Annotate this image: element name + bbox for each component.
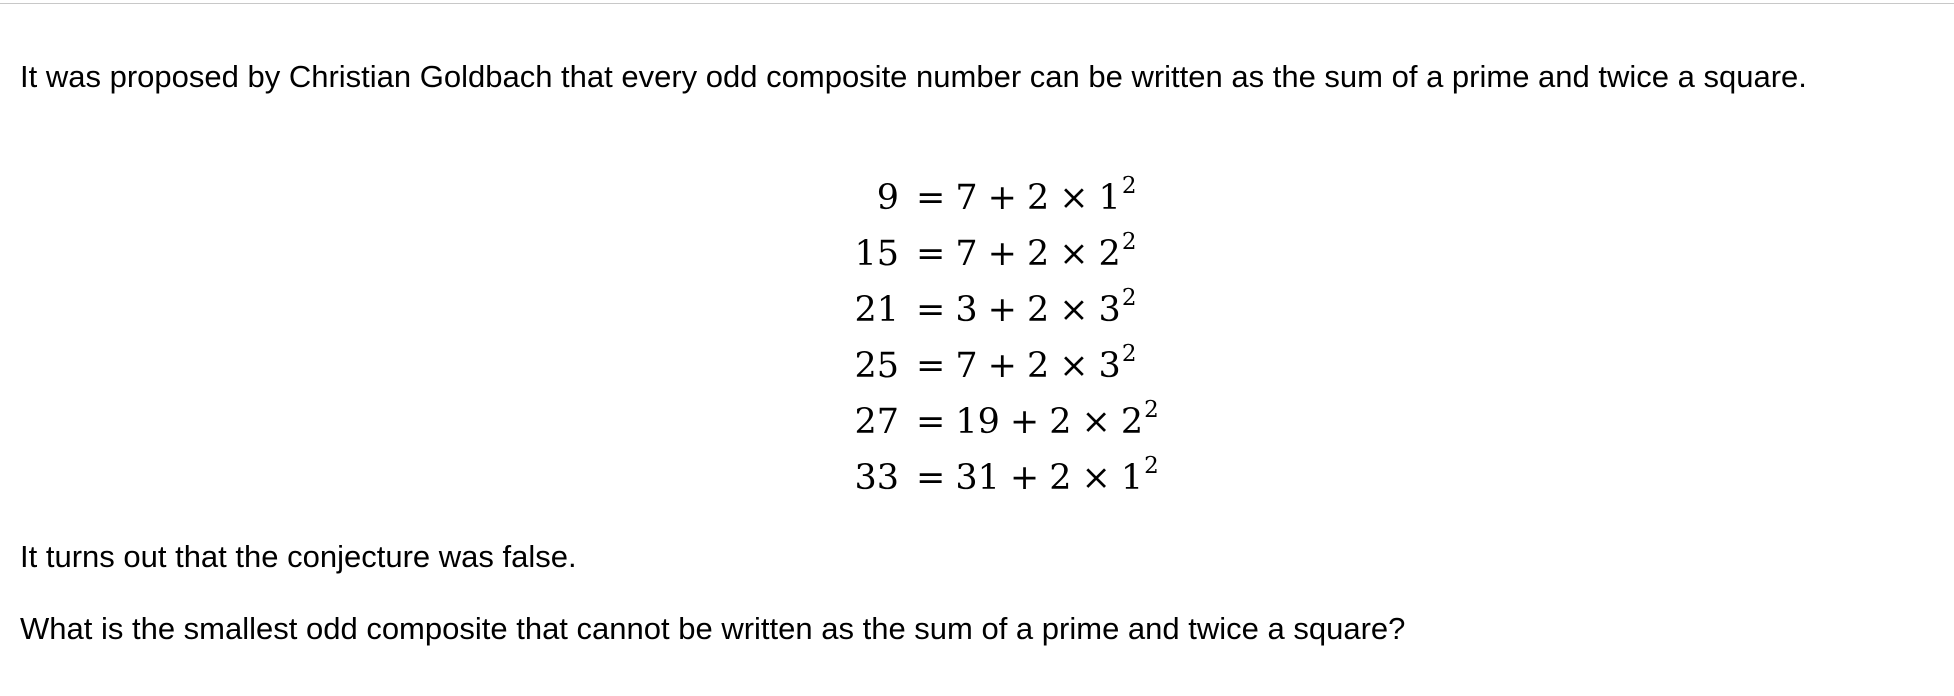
equals-sign: = (916, 234, 946, 274)
square-base: 2 (1098, 234, 1121, 274)
equations-block (0, 170, 1954, 506)
equation-lhs: 33 (854, 458, 899, 498)
equation-row (0, 450, 1954, 506)
equals-sign: = (916, 346, 946, 386)
square-base: 1 (1120, 458, 1144, 498)
coefficient-two: 2 (1026, 178, 1050, 218)
square-exponent: 2 (1121, 229, 1137, 255)
coefficient-two: 2 (1049, 458, 1072, 498)
plus-sign: + (987, 178, 1017, 218)
coefficient-two: 2 (1026, 234, 1050, 274)
times-sign: × (1059, 178, 1089, 218)
equation-rhs (906, 226, 1136, 286)
equation-rhs (906, 338, 1136, 398)
top-divider (0, 3, 1954, 4)
equals-sign: = (916, 178, 946, 218)
equation-row (0, 338, 1954, 394)
square-base: 3 (1098, 290, 1121, 330)
equation-prime: 31 (955, 458, 1000, 498)
square-exponent: 2 (1144, 453, 1159, 479)
square-exponent: 2 (1121, 173, 1137, 199)
square-exponent: 2 (1121, 285, 1137, 311)
equation-prime: 7 (955, 178, 978, 218)
equation-rhs (906, 282, 1136, 342)
plus-sign: + (987, 346, 1017, 386)
equation-row (0, 170, 1954, 226)
equation-lhs: 27 (854, 402, 899, 442)
coefficient-two: 2 (1026, 290, 1050, 330)
equation-row (0, 226, 1954, 282)
conjecture-false-paragraph: It turns out that the conjecture was false. (20, 539, 577, 574)
times-sign: × (1081, 402, 1111, 442)
equation-prime: 7 (955, 234, 978, 274)
equation-lhs: 25 (854, 346, 899, 386)
times-sign: × (1059, 234, 1089, 274)
question-paragraph: What is the smallest odd composite that cannot be written as the sum of a prime and twice a square? (20, 611, 1406, 646)
equals-sign: = (916, 402, 946, 442)
equation-lhs: 15 (854, 234, 899, 274)
equation-row (0, 394, 1954, 450)
plus-sign: + (1009, 402, 1040, 442)
plus-sign: + (987, 290, 1017, 330)
plus-sign: + (987, 234, 1017, 274)
equation-lhs: 21 (854, 290, 899, 330)
square-exponent: 2 (1144, 397, 1159, 423)
intro-paragraph: It was proposed by Christian Goldbach that every odd composite number can be written as the sum of a prime and twice a square. (20, 59, 1807, 94)
equation-rhs (906, 450, 1159, 510)
equation-prime: 19 (955, 402, 1000, 442)
equation-rhs (906, 170, 1136, 230)
equation-lhs: 9 (876, 178, 899, 218)
square-exponent: 2 (1121, 341, 1137, 367)
equation-rhs (906, 394, 1159, 454)
square-base: 3 (1098, 346, 1121, 386)
equation-prime: 3 (955, 290, 978, 330)
times-sign: × (1059, 346, 1089, 386)
plus-sign: + (1009, 458, 1040, 498)
equation-prime: 7 (955, 346, 978, 386)
square-base: 1 (1098, 178, 1121, 218)
equals-sign: = (916, 290, 946, 330)
square-base: 2 (1120, 402, 1144, 442)
coefficient-two: 2 (1049, 402, 1072, 442)
coefficient-two: 2 (1026, 346, 1050, 386)
equals-sign: = (916, 458, 946, 498)
times-sign: × (1059, 290, 1089, 330)
times-sign: × (1081, 458, 1111, 498)
equation-row (0, 282, 1954, 338)
